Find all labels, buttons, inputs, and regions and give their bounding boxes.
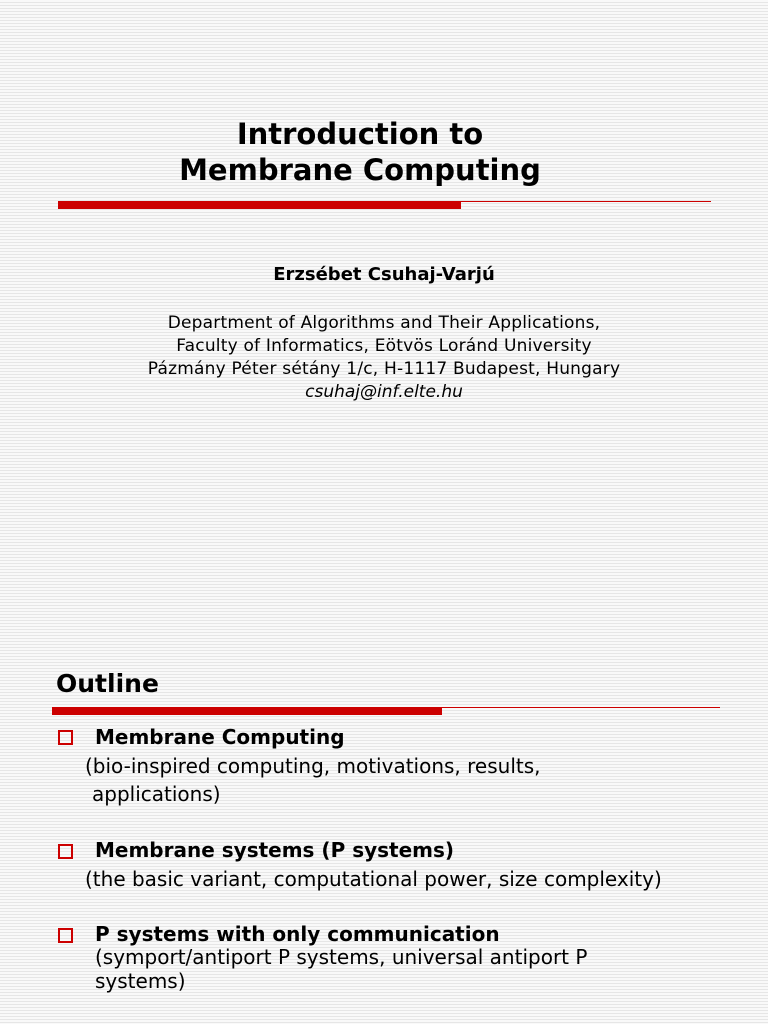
- outline-slide: [0, 620, 768, 1024]
- outline-item-1-title: Membrane Computing: [95, 725, 345, 749]
- title-underline-thick: [58, 201, 461, 209]
- outline-underline-thin: [442, 707, 720, 708]
- hollow-square-bullet-icon: [58, 844, 73, 859]
- author-name: Erzsébet Csuhaj-Varjú: [273, 264, 495, 285]
- outline-item-1-desc-line-2: applications): [92, 782, 221, 806]
- author-email: csuhaj@inf.elte.hu: [305, 382, 463, 402]
- hollow-square-bullet-icon: [58, 730, 73, 745]
- outline-item-3-title: P systems with only communication: [95, 922, 500, 946]
- slide-title-line-2: Membrane Computing: [179, 153, 541, 187]
- slide-title-line-1: Introduction to: [236, 117, 484, 151]
- affiliation-faculty: Faculty of Informatics, Eötvös Loránd University: [176, 336, 592, 356]
- title-underline-thin: [461, 201, 711, 202]
- outline-item-2-title: Membrane systems (P systems): [95, 838, 455, 862]
- outline-item-3-desc-line-1: (symport/antiport P systems, universal antiport P: [95, 945, 588, 969]
- outline-heading: Outline: [56, 669, 159, 698]
- outline-item-2-desc-line-1: (the basic variant, computational power, size complexity): [85, 867, 662, 891]
- affiliation-address: Pázmány Péter sétány 1/c, H-1117 Budapest, Hungary: [147, 359, 621, 379]
- outline-item-1-desc-line-1: (bio-inspired computing, motivations, results,: [85, 754, 541, 778]
- outline-item-3-desc-line-2: systems): [95, 969, 186, 993]
- affiliation-department: Department of Algorithms and Their Applications,: [167, 313, 601, 333]
- hollow-square-bullet-icon: [58, 928, 73, 943]
- outline-underline-thick: [52, 707, 442, 715]
